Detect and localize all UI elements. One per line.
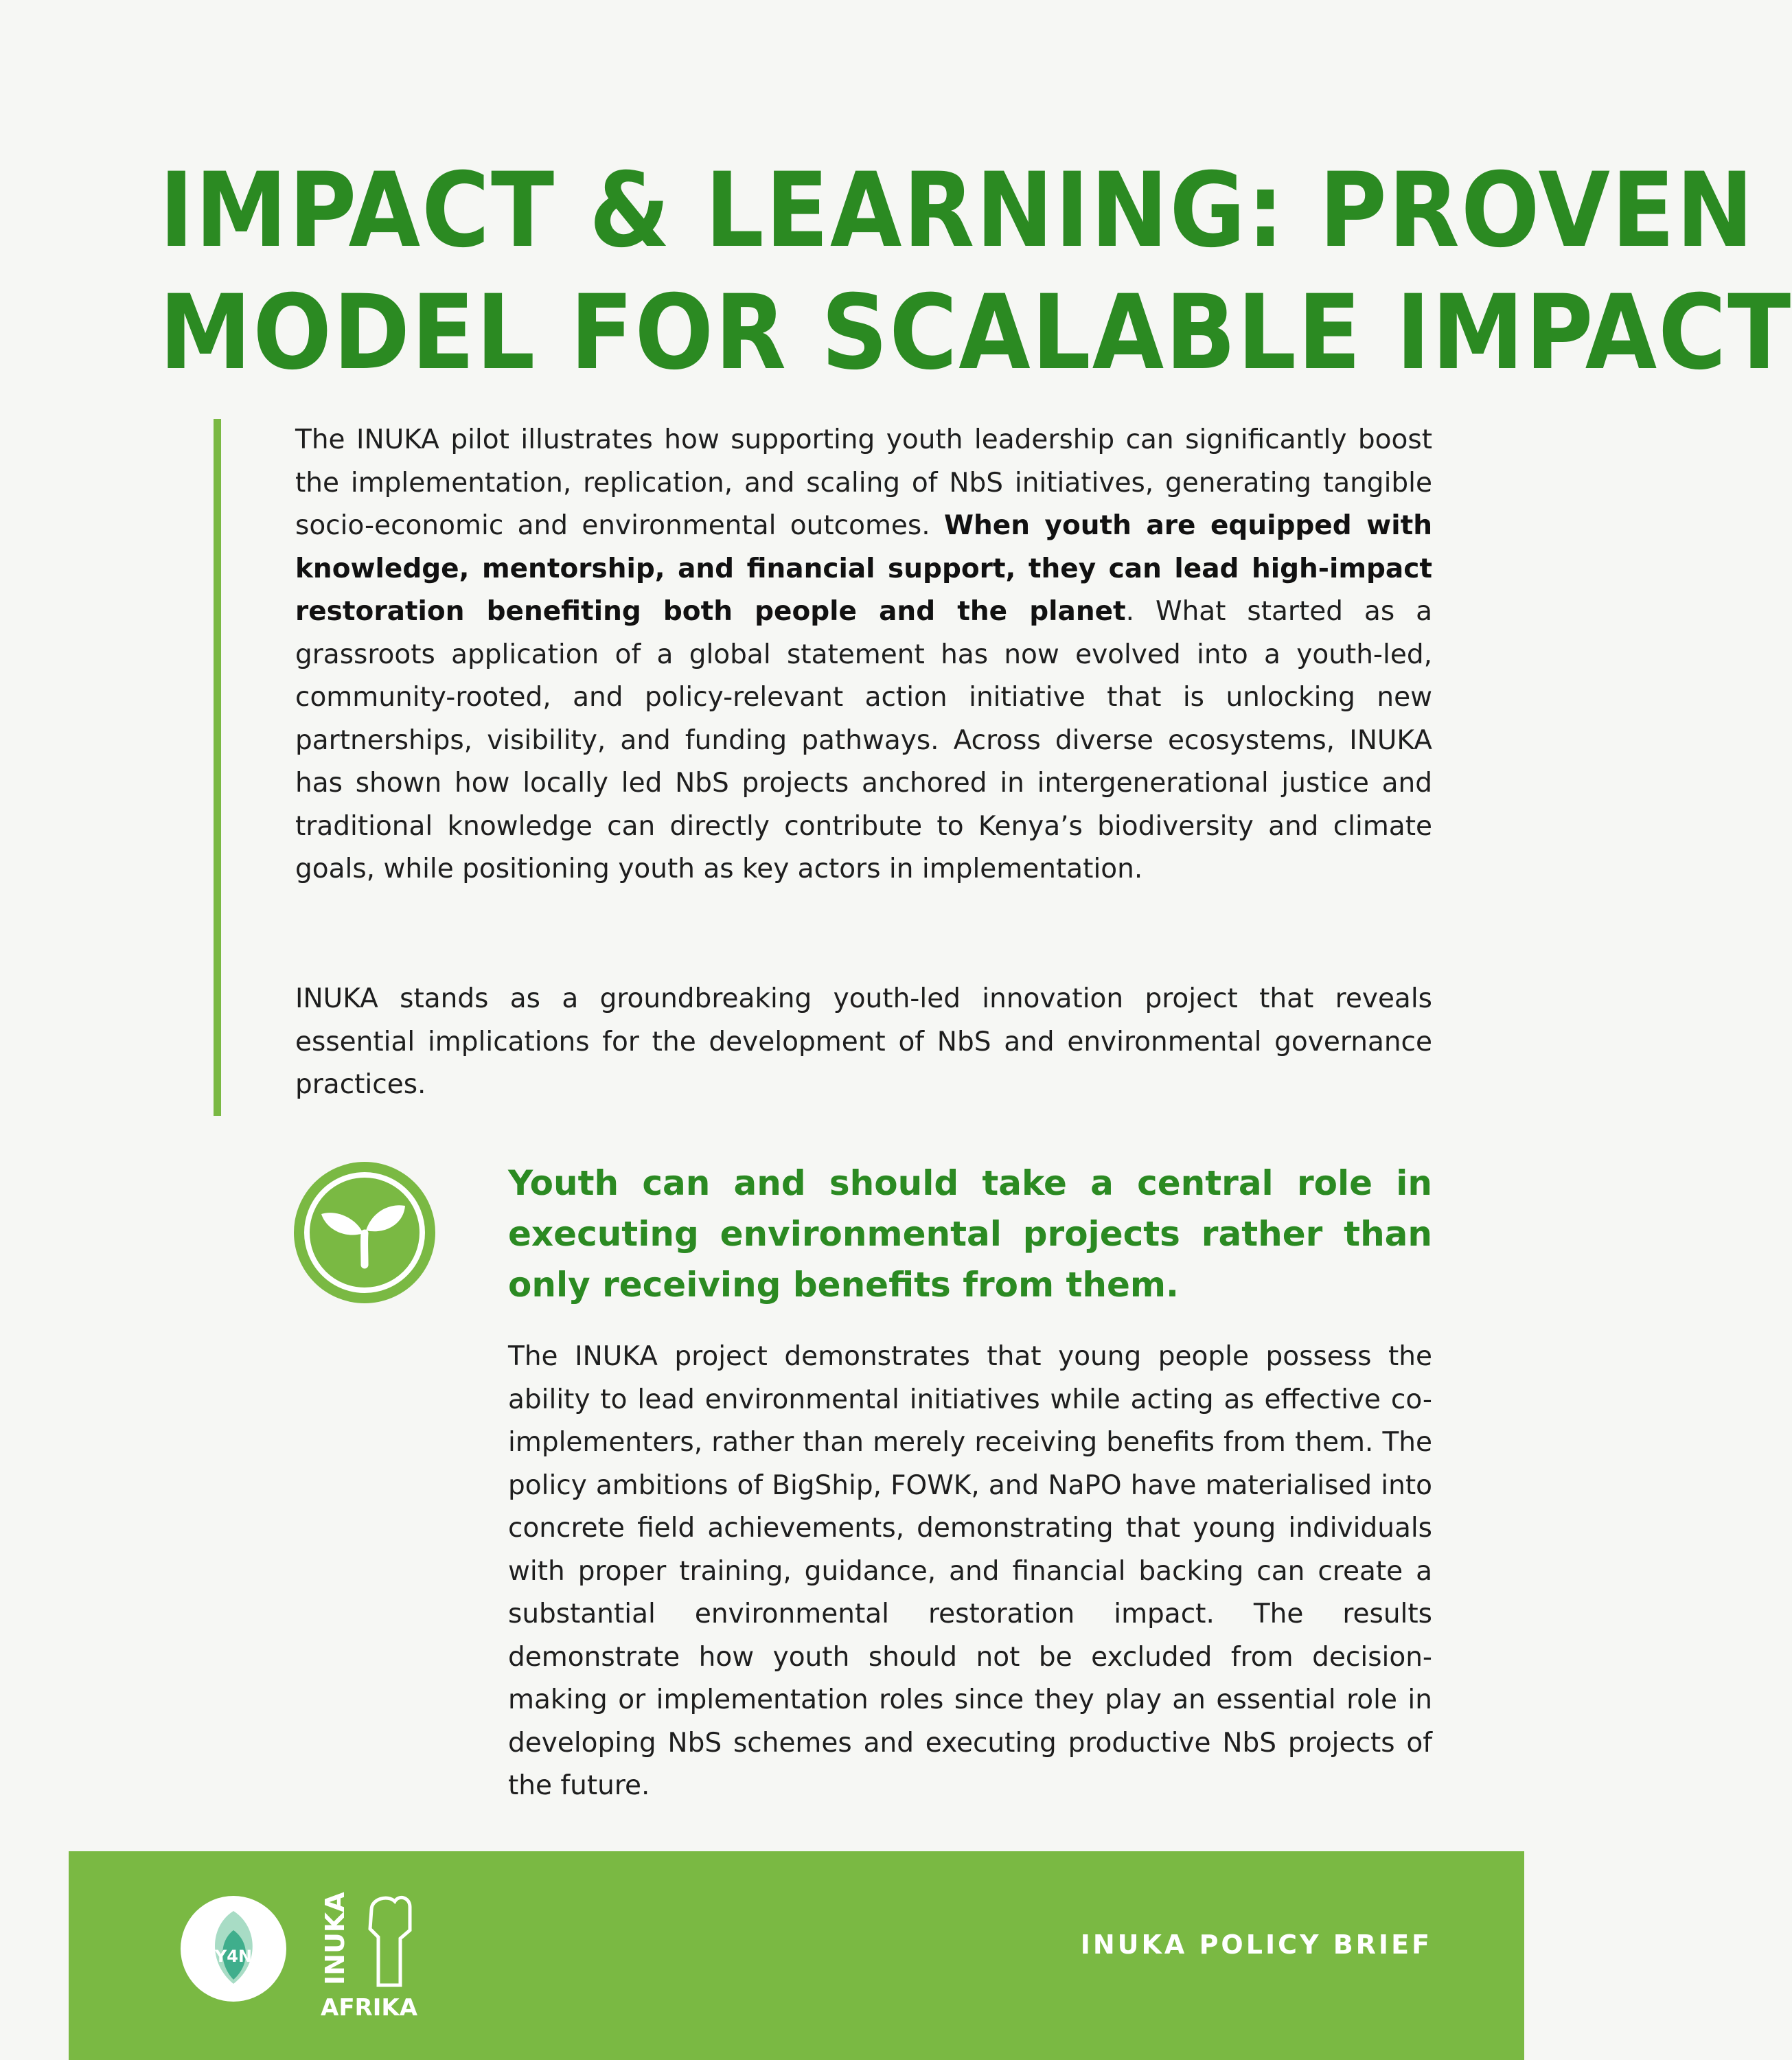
policy-brief-label: INUKA POLICY BRIEF [1080, 1930, 1432, 1960]
page-title [159, 150, 1792, 394]
title-line-2: MODEL FOR SCALABLE IMPACT [159, 273, 1792, 393]
title-line-1: IMPACT & LEARNING: PROVEN [159, 151, 1756, 271]
intro-paragraph [295, 419, 1432, 891]
intro-bold-statement: When youth are equipped with knowledge, mentorship, and financial support, they can lead high-impact restoration benefiting both people and the planet [295, 510, 1432, 627]
intro-text-start: The INUKA pilot illustrates how supporting youth leadership can significantly boost the implementation, replication, and scaling of NbS initiatives, generating tangible socio-economic and environmental outcomes. [295, 424, 1432, 541]
y4n-logo-text: Y4N [214, 1947, 253, 1966]
footer [69, 1851, 1524, 2060]
accent-bar [214, 419, 221, 1116]
highlight-body: The INUKA project demonstrates that young people possess the ability to lead environmental initiatives while acting as effective co-implementers, rather than merely receiving benefits from them. The policy ambitions of BigShip, FOWK, and NaPO have materialised into concrete field achievements, demonstrating that young individuals with proper training, guidance, and financial backing can create a substantial environmental restoration impact. The results demonstrate how youth should not be excluded from decision-making or implementation roles since they play an essential role in developing NbS schemes and executing productive NbS projects of the future. [508, 1341, 1432, 1801]
y4n-logo [181, 1896, 286, 2002]
intro-text-end: . What started as a grassroots application of a global statement has now evolved into a youth-led, community-rooted, and policy-relevant action initiative that is unlocking new partnerships, visibility, and funding pathways. Across diverse ecosystems, INUKA has shown how locally led NbS projects anchored in intergenerational justice and traditional knowledge can directly contribute to Kenya’s biodiversity and climate goals, while positioning youth as key actors in implementation. [295, 596, 1432, 884]
sprout-icon [294, 1162, 435, 1303]
inuka-afrika-logo [319, 1889, 443, 2022]
inuka-logo-text: INUKA [320, 1892, 350, 1985]
implications-paragraph: INUKA stands as a groundbreaking youth-led innovation project that reveals essential implications for the development of NbS and environmental governance practices. [295, 983, 1432, 1100]
raised-fist-icon [370, 1897, 410, 1985]
highlight-heading: Youth can and should take a central role in executing environmental projects rather than only receiving benefits from them. [508, 1163, 1432, 1305]
afrika-logo-text: AFRIKA [321, 1994, 418, 2022]
